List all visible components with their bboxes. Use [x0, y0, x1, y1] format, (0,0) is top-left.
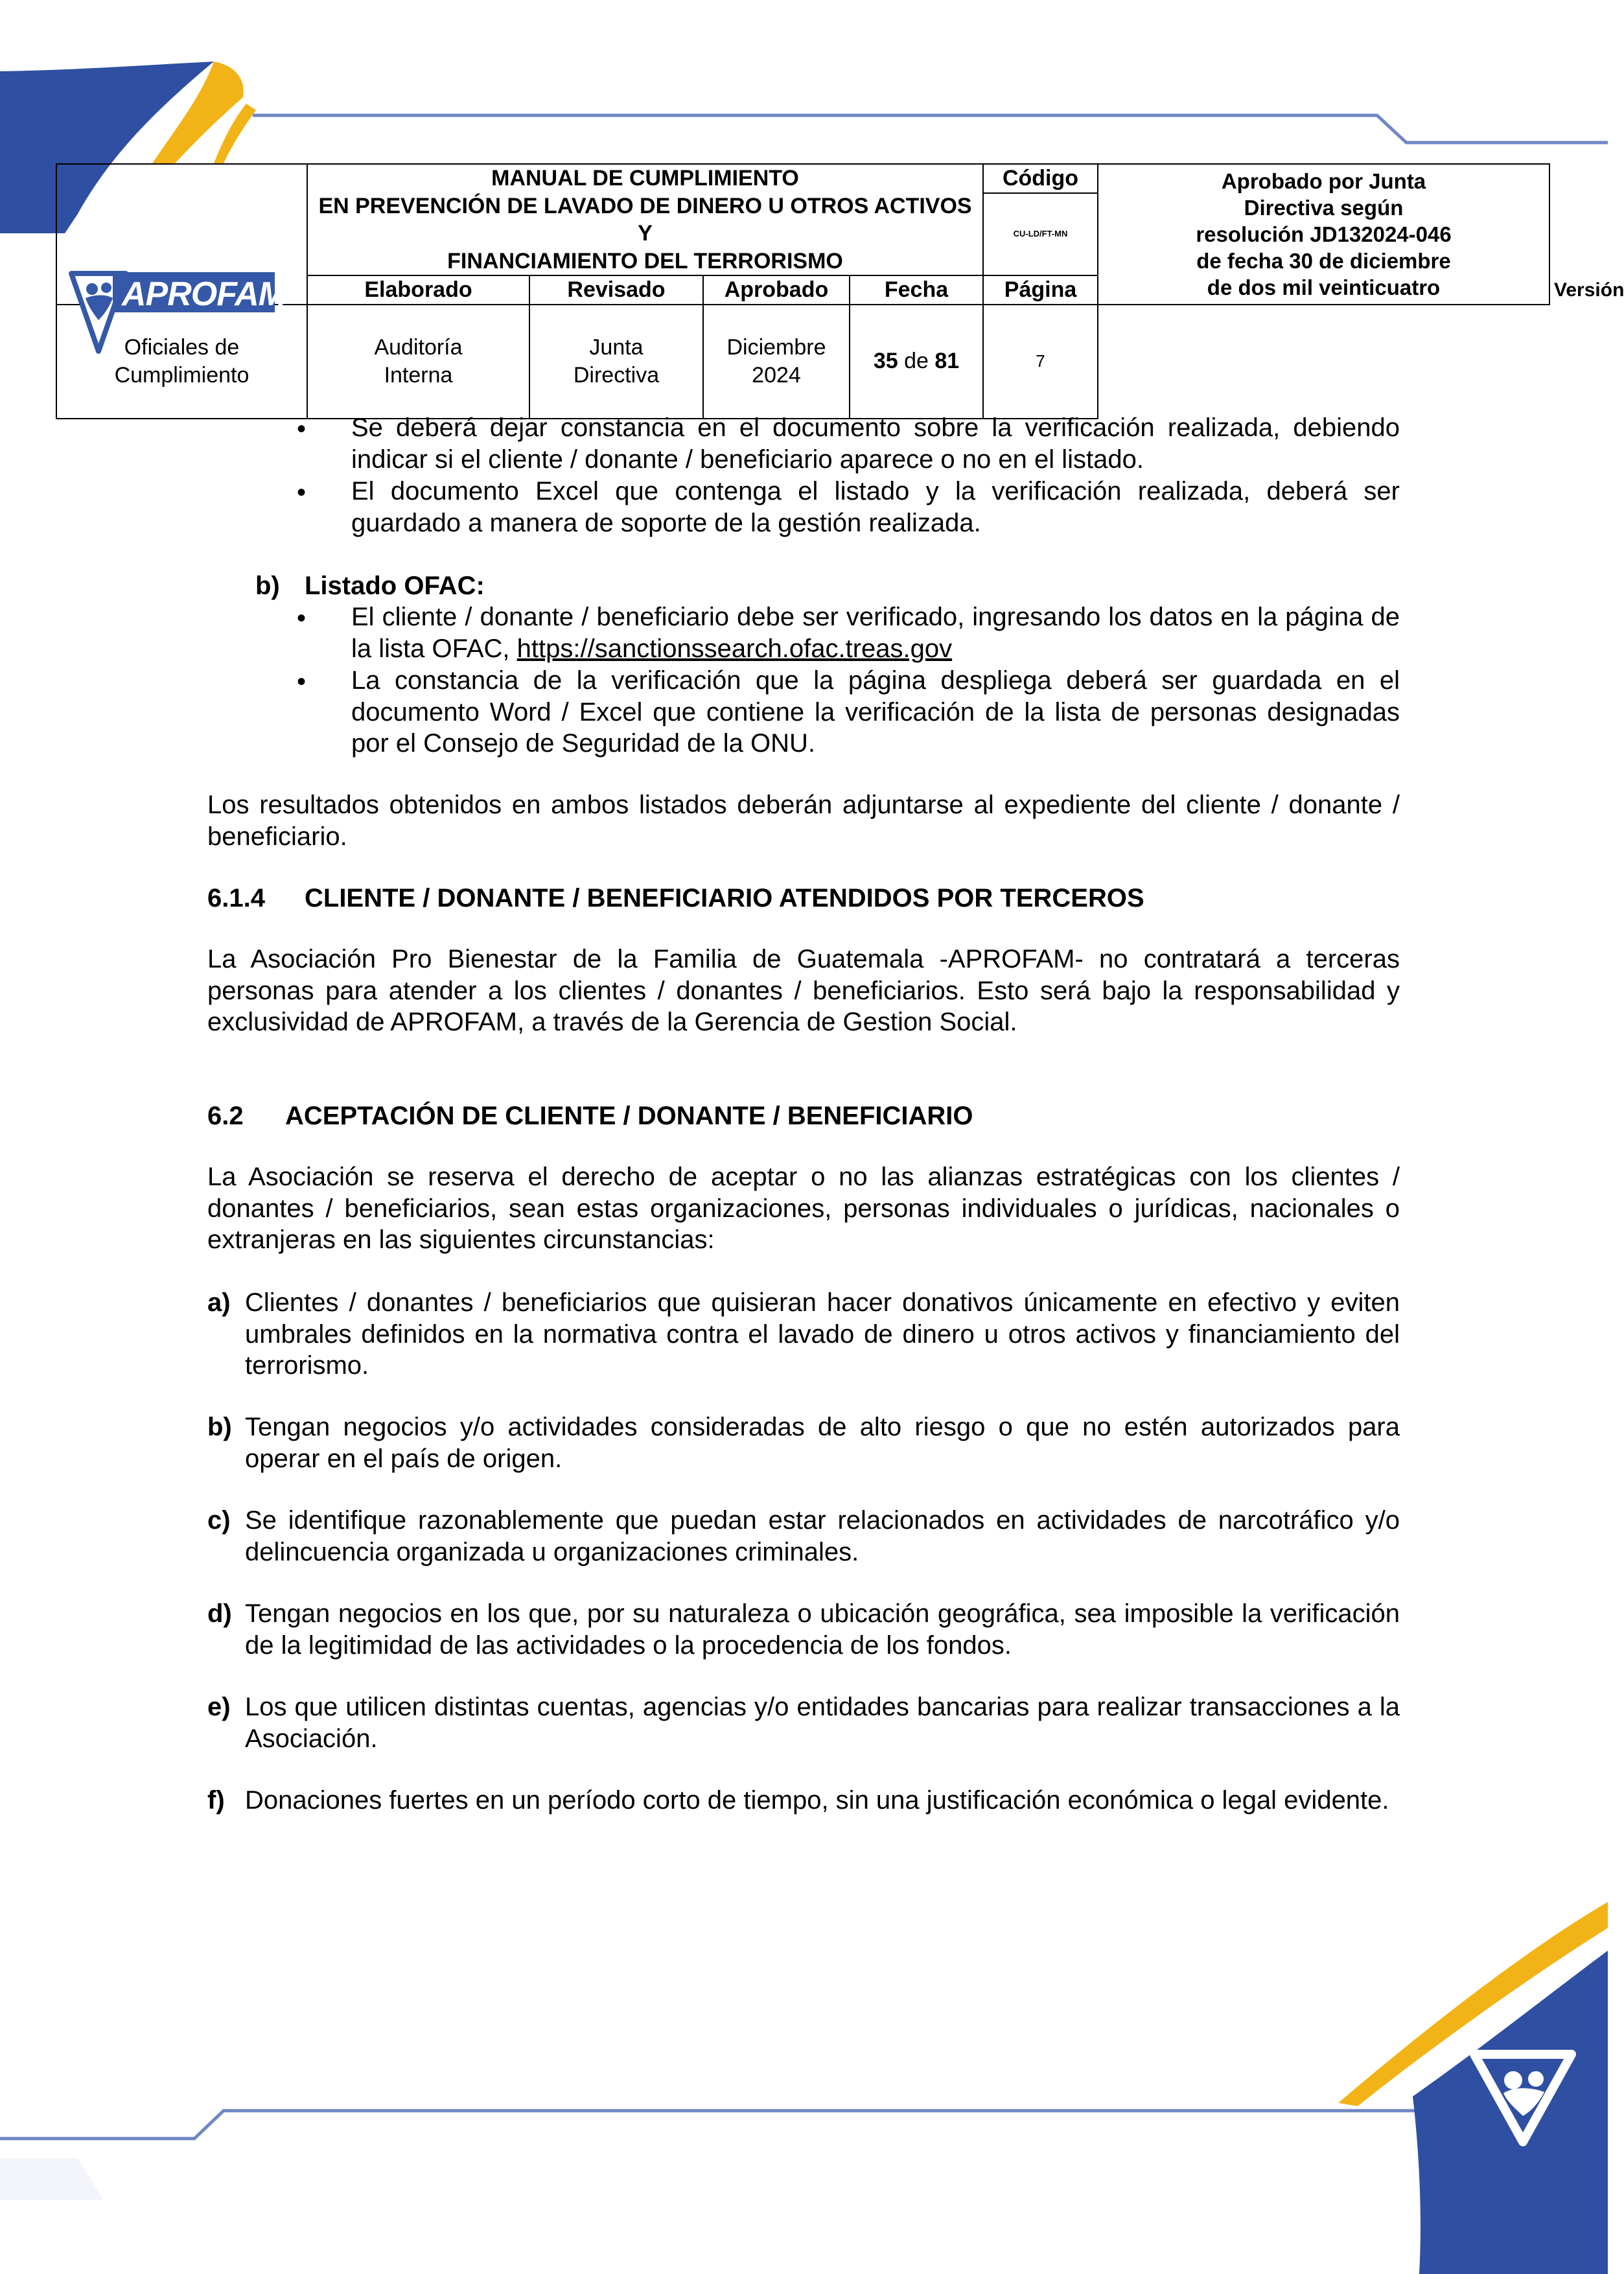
list-label: f)	[207, 1786, 225, 1815]
ofac-verify-text: El cliente / donante / beneficiario debe ser verificado, ingresando los datos en la página de la lista OFAC,	[351, 603, 1400, 663]
fecha-line-1: Diciembre	[726, 335, 826, 360]
revisado-value	[307, 305, 529, 419]
page-total: 81	[934, 349, 960, 374]
aprobado-label: Aprobado	[703, 275, 850, 305]
list-item-text: Tengan negocios en los que, por su naturaleza o ubicación geográfica, sea imposible la verificación de la legitimidad de las actividades o la procedencia de los fondos.	[245, 1599, 1400, 1660]
list-label: d)	[207, 1599, 232, 1628]
section-62-paragraph: La Asociación se reserva el derecho de aceptar o no las alianzas estratégicas con los clientes / donantes / beneficiarios, sean estas organizaciones, personas individuales o jurídicas, nacionales o extranjeras en las siguientes circunstancias:	[207, 1163, 1400, 1254]
fecha-value	[703, 305, 850, 419]
revisado-label: Revisado	[529, 275, 703, 305]
bullet-ofac-record: La constancia de la verificación que la página despliega deberá ser guardada en el documento Word / Excel que contiene la verificación de la lista de personas designadas por el Consejo de Seguridad de la ONU.	[351, 666, 1400, 758]
section-62-number: 6.2	[207, 1102, 244, 1130]
section-62-title: ACEPTACIÓN DE CLIENTE / DONANTE / BENEFICIARIO	[285, 1102, 973, 1130]
elaborado-line-1: Oficiales de	[124, 335, 240, 360]
revisado-line-2: Interna	[384, 362, 453, 388]
bullet-dot: •	[297, 478, 307, 507]
elaborado-label: Elaborado	[307, 275, 529, 305]
approval-line-4: de fecha 30 de diciembre	[1196, 248, 1451, 273]
list-label: e)	[207, 1693, 231, 1721]
fecha-label: Fecha	[850, 275, 983, 305]
section-614-paragraph: La Asociación Pro Bienestar de la Familia de Guatemala -APROFAM- no contratará a terceras personas para atender a los clientes / donantes / beneficiarios. Esto será bajo la responsabilidad y exclusividad de APROFAM, a través de la Gerencia de Gestion Social.	[207, 945, 1400, 1036]
section-614-title: CLIENTE / DONANTE / BENEFICIARIO ATENDIDOS POR TERCEROS	[305, 884, 1144, 912]
approval-line-5: de dos mil veinticuatro	[1207, 275, 1441, 299]
page-number	[850, 305, 983, 419]
logo-wordmark: APROFAM	[122, 275, 286, 313]
list-item-text: Los que utilicen distintas cuentas, agencias y/o entidades bancarias para realizar transacciones a la Asociación.	[245, 1693, 1400, 1753]
elaborado-line-2: Cumplimiento	[114, 362, 249, 388]
bullet-ofac-verify	[351, 601, 1400, 664]
results-paragraph: Los resultados obtenidos en ambos listados deberán adjuntarse al expediente del cliente / donante / beneficiario.	[207, 791, 1400, 851]
page-of: de	[904, 349, 929, 374]
document-title	[307, 164, 983, 275]
aprobado-line-2: Directiva	[573, 362, 660, 388]
title-line-1: MANUAL DE CUMPLIMIENTO	[491, 166, 799, 191]
bullet-dot: •	[297, 604, 307, 632]
list-item-text: Donaciones fuertes en un período corto de tiempo, sin una justificación económica o legal evidente.	[245, 1786, 1389, 1815]
title-line-3: FINANCIAMIENTO DEL TERRORISMO	[447, 248, 843, 273]
revisado-line-1: Auditoría	[374, 335, 463, 360]
list-item-text: Clientes / donantes / beneficiarios que quisieran hacer donativos únicamente en efectivo y eviten umbrales definidos en la normativa contra el lavado de dinero u otros activos y financiamiento del terrorismo.	[245, 1288, 1400, 1380]
aprobado-line-1: Junta	[589, 335, 644, 360]
bullet-dot: •	[297, 667, 307, 696]
codigo-label: Código	[983, 164, 1098, 193]
footer-logo-icon	[1468, 2041, 1578, 2152]
list-label: a)	[207, 1288, 231, 1317]
pagina-label: Página	[983, 275, 1098, 305]
approval-line-3: resolución JD132024-046	[1196, 222, 1452, 246]
page-current: 35	[873, 349, 898, 374]
fecha-line-2: 2024	[752, 362, 801, 388]
approval-note	[1098, 164, 1549, 305]
ofac-link[interactable]: https://sanctionssearch.ofac.treas.gov	[516, 634, 953, 663]
list-item-text: Se identifique razonablemente que puedan estar relacionados en actividades de narcotráfico y/o delincuencia organizada u organizaciones criminales.	[245, 1506, 1400, 1566]
bullet-dot: •	[297, 415, 307, 443]
ofac-list-title: Listado OFAC:	[305, 572, 485, 600]
approval-line-2: Directiva según	[1244, 195, 1404, 220]
aprobado-value	[529, 305, 703, 419]
list-label-b: b)	[255, 572, 280, 600]
codigo-value: CU-LD/FT-MN	[983, 193, 1098, 276]
bullet-excel-support: El documento Excel que contenga el listado y la verificación realizada, deberá ser guardado a manera de soporte de la gestión realizada.	[351, 477, 1400, 537]
version-value: 7	[983, 305, 1098, 419]
logo-cell	[56, 164, 307, 313]
title-line-2: EN PREVENCIÓN DE LAVADO DE DINERO U OTROS ACTIVOS Y	[318, 193, 972, 246]
approval-line-1: Aprobado por Junta	[1221, 168, 1426, 193]
list-item-text: Tengan negocios y/o actividades consideradas de alto riesgo o que no estén autorizados para operar en el país de origen.	[245, 1413, 1400, 1473]
list-label: b)	[207, 1413, 232, 1441]
list-label: c)	[207, 1506, 231, 1535]
section-614-number: 6.1.4	[207, 884, 265, 912]
bullet-verification-record: Se deberá dejar constancia en el documento sobre la verificación realizada, debiendo indicar si el cliente / donante / beneficiario aparece o no en el listado.	[351, 413, 1400, 474]
document-header-table: APROFAM MANUAL DE CUMPLIMIENTO EN PREVENCIÓN DE LAVADO DE DINERO U OTROS ACTIVOS Y FINANCIAMIENTO DEL TERRORISMO Código Aprobado por Junta Directiva según resolución JD132024-046 de fecha 30 de diciembre de dos mil veinticuatro CU-LD/FT-MN Elaborado Revisado Aprobado Fecha Página Versión Oficiales de Cumplimiento Auditoría Interna Junta Directiva Diciembre 2024 35 de 81 7	[56, 163, 1550, 419]
